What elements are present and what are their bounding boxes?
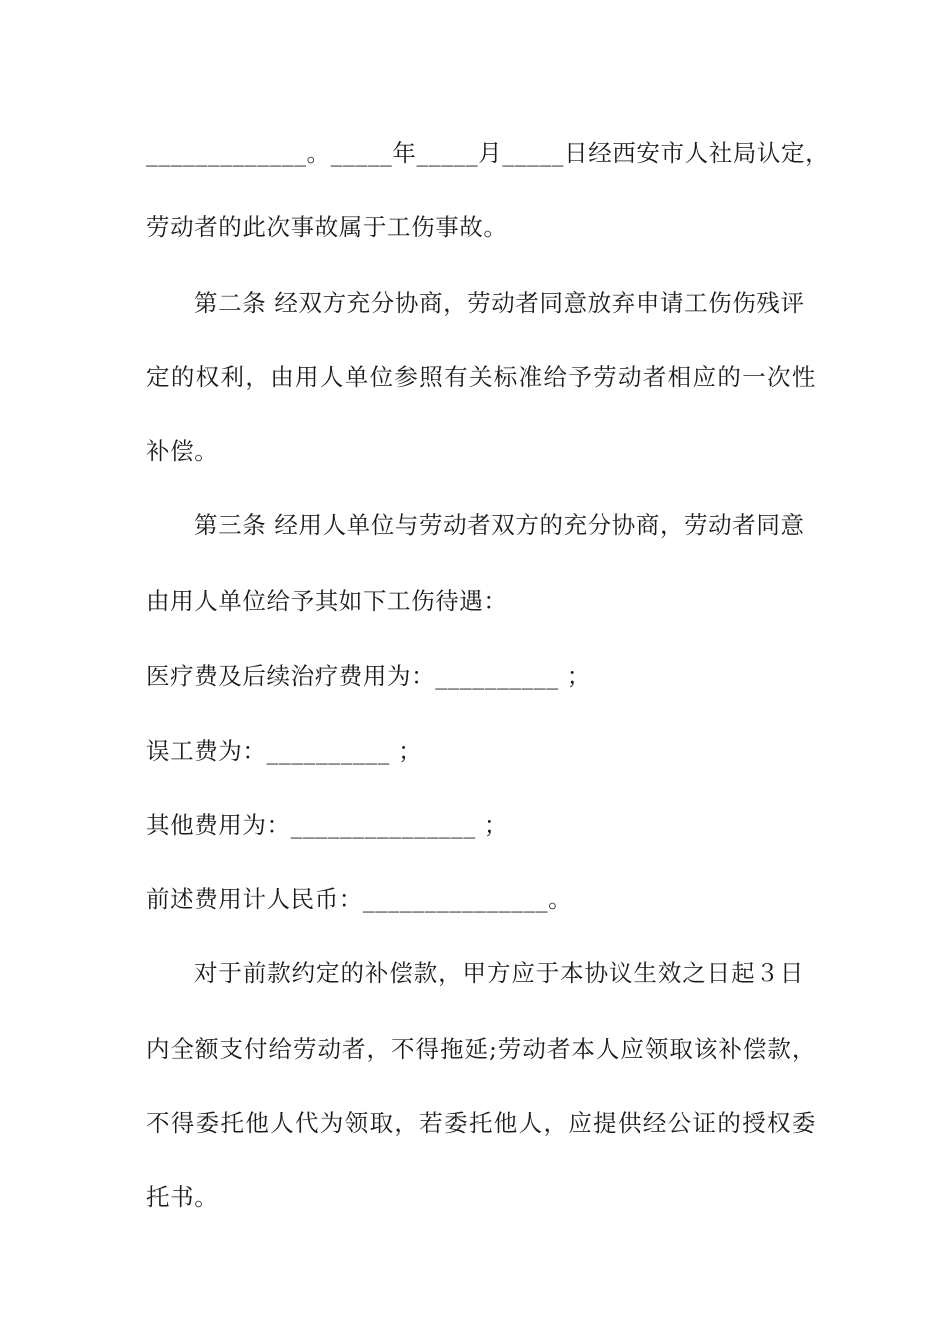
lost-work-fee-line: 误工费为：__________ ； (146, 737, 423, 765)
medical-fee-line: 医疗费及后续治疗费用为：__________ ； (146, 662, 591, 690)
text-line-work-injury: 劳动者的此次事故属于工伤事故。 (146, 213, 508, 241)
article-2-line-3: 补偿。 (146, 437, 219, 465)
article-2-line-2: 定的权利，由用人单位参照有关标准给予劳动者相应的一次性 (146, 363, 816, 391)
text-line-recognition-date: _____________。_____年_____月_____日经西安市人社局认定， (146, 139, 830, 167)
payment-paragraph-line-2: 内全额支付给劳动者，不得拖延;劳动者本人应领取该补偿款， (146, 1035, 816, 1063)
other-fee-line: 其他费用为：_______________ ； (146, 811, 509, 839)
total-rmb-line: 前述费用计人民币：_______________。 (146, 885, 573, 913)
article-3-line-1: 第三条 经用人单位与劳动者双方的充分协商，劳动者同意 (194, 511, 805, 539)
article-3-line-2: 由用人单位给予其如下工伤待遇： (146, 587, 508, 615)
payment-paragraph-line-1: 对于前款约定的补偿款，甲方应于本协议生效之日起３日 (194, 959, 804, 987)
payment-paragraph-line-4: 托书。 (146, 1183, 219, 1211)
payment-paragraph-line-3: 不得委托他人代为领取，若委托他人，应提供经公证的授权委 (146, 1109, 816, 1137)
article-2-line-1: 第二条 经双方充分协商，劳动者同意放弃申请工伤伤残评 (194, 289, 805, 317)
